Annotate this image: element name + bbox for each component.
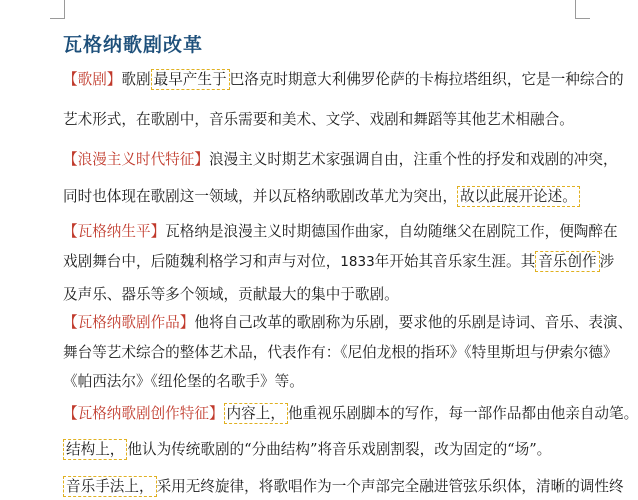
section-tag-romantic: 【浪漫主义时代特征】 xyxy=(63,151,209,168)
works-line-1 xyxy=(63,313,632,333)
highlight-box: 结构上， xyxy=(63,439,127,460)
romantic-text: 浪漫主义时期艺术家强调自由，注重个性的抒发和戏剧的冲突， xyxy=(208,151,618,168)
features-text: 他重视乐剧脚本的写作，每一部作品都由他亲自动笔。 xyxy=(287,405,638,422)
opera-line-2: 艺术形式，在歌剧中，音乐需要和美术、文学、戏剧和舞蹈等其他艺术相融合。 xyxy=(63,111,574,128)
romantic-text: 同时也体现在歌剧这一领域，并以瓦格纳歌剧改革尤为突出， xyxy=(63,188,458,205)
page-corner-mark xyxy=(50,0,65,19)
opera-text: 歌剧 xyxy=(121,71,151,88)
life-text: 涉 xyxy=(599,253,615,270)
romantic-line-1 xyxy=(63,150,618,170)
features-text: 采用无终旋律，将歌唱作为一个声部完全融进管弦乐织体，清晰的调性终 xyxy=(156,478,624,495)
highlight-box: 故以此展开论述。 xyxy=(457,186,580,207)
section-tag-life: 【瓦格纳生平】 xyxy=(63,223,166,240)
works-line-2: 舞台等艺术综合的整体艺术品，代表作有：《尼伯龙根的指环》《特里斯坦与伊索尔德》 xyxy=(63,344,618,361)
highlight-box: 音乐手法上， xyxy=(63,476,157,497)
document-title: 瓦格纳歌剧改革 xyxy=(63,34,204,56)
features-text: 他认为传统歌剧的“分曲结构”将音乐戏剧割裂，改为固定的“场”。 xyxy=(127,441,552,458)
section-tag-opera: 【歌剧】 xyxy=(63,71,122,88)
life-line-1 xyxy=(63,222,618,242)
life-text: 年开始其音乐家生涯。其 xyxy=(374,253,536,270)
highlight-box: 最早产生于 xyxy=(151,69,230,90)
life-text: 瓦格纳是浪漫主义时期德国作曲家，自幼随继父在剧院工作，便陶醉在 xyxy=(165,223,618,240)
section-tag-works: 【瓦格纳歌剧作品】 xyxy=(63,314,195,331)
page-corner-mark xyxy=(575,0,590,19)
works-text: 他将自己改革的歌剧称为乐剧，要求他的乐剧是诗词、音乐、表演、 xyxy=(194,314,633,331)
life-line-3: 及声乐、器乐等多个领域，贡献最大的集中于歌剧。 xyxy=(63,286,399,303)
highlight-box: 内容上， xyxy=(224,403,288,424)
features-line-2 xyxy=(63,440,551,460)
features-line-3 xyxy=(63,477,624,497)
highlight-box: 音乐创作 xyxy=(535,251,599,272)
life-text: 戏剧舞台中，后随魏利格学习和声与对位， xyxy=(63,253,341,270)
romantic-line-2 xyxy=(63,187,580,207)
opera-text: 巴洛克时期意大利佛罗伦萨的卡梅拉塔组织，它是一种综合的 xyxy=(229,71,624,88)
life-line-2 xyxy=(63,252,614,272)
works-line-3: 《帕西法尔》《纽伦堡的名歌手》等。 xyxy=(63,373,304,390)
year-number: 1833 xyxy=(340,254,375,270)
section-tag-features: 【瓦格纳歌剧创作特征】 xyxy=(63,405,224,422)
features-line-1 xyxy=(63,404,638,424)
opera-line-1 xyxy=(63,70,624,90)
